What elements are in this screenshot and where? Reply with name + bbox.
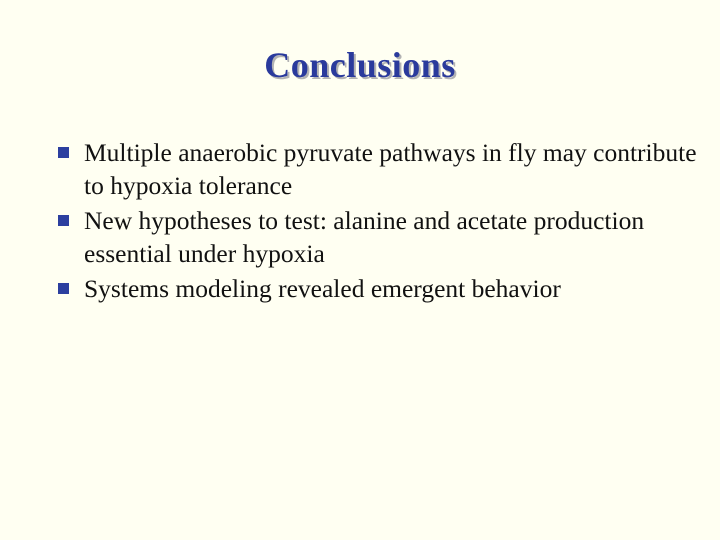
- square-bullet-icon: [58, 147, 69, 158]
- bullet-item: [58, 272, 698, 305]
- bullet-item: [58, 204, 698, 270]
- bullet-text: Systems modeling revealed emergent behavior: [84, 274, 561, 303]
- slide-title: Conclusions: [264, 45, 456, 85]
- square-bullet-icon: [58, 283, 69, 294]
- bullet-text: Multiple anaerobic pyruvate pathways in fly may contribute to hypoxia tolerance: [84, 138, 697, 200]
- bullet-text: New hypotheses to test: alanine and acetate production essential under hypoxia: [84, 206, 645, 268]
- bullet-list: [58, 136, 698, 307]
- square-bullet-icon: [58, 215, 69, 226]
- bullet-item: [58, 136, 698, 202]
